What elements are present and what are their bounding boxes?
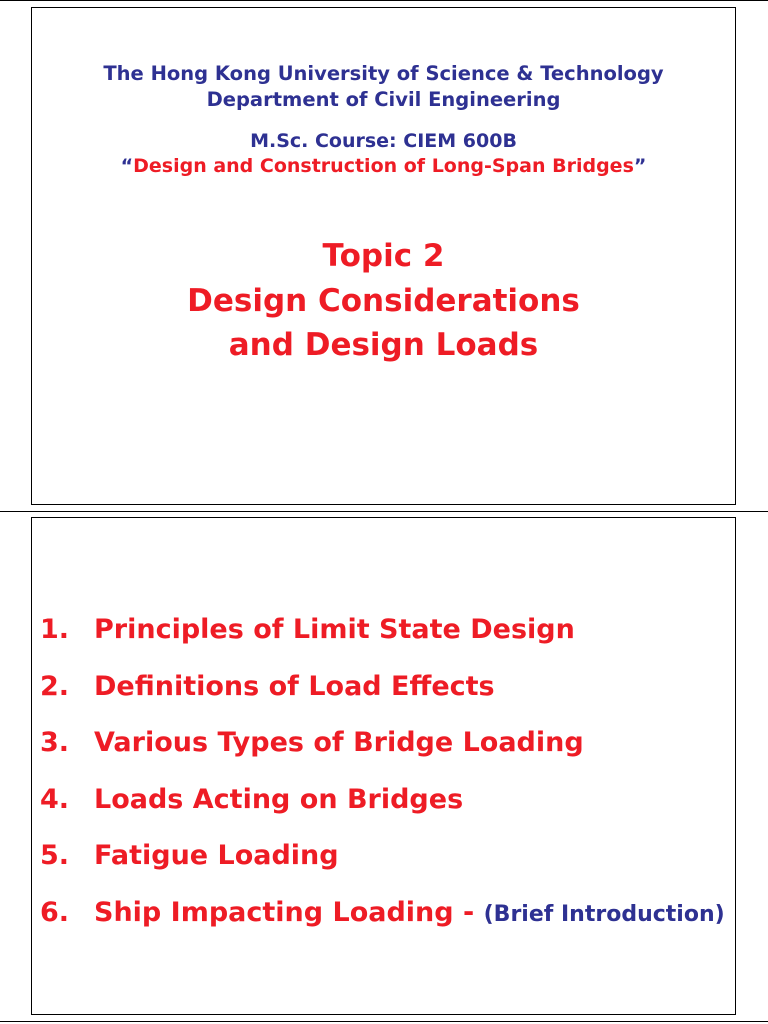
open-quote: “ <box>120 155 134 177</box>
bottom-rule <box>0 1021 768 1022</box>
outline-item-number: 6. <box>40 896 70 928</box>
outline-item-number: 2. <box>40 670 70 702</box>
close-quote: ” <box>633 155 647 177</box>
outline-item-number: 3. <box>40 727 70 758</box>
outline-item-load-effects <box>40 670 730 704</box>
outline-item-bridge-loading-types <box>40 726 730 760</box>
outline-item-number: 1. <box>40 614 70 645</box>
outline-list <box>40 613 730 954</box>
outline-item-number: 5. <box>40 840 70 871</box>
institution-name: The Hong Kong University of Science & Technology <box>103 62 664 85</box>
outline-item-limit-state <box>40 613 730 647</box>
outline-item-text: Various Types of Bridge Loading <box>94 727 584 758</box>
outline-item-note: (Brief Introduction) <box>483 901 725 927</box>
outline-item-text: Fatigue Loading <box>94 840 339 871</box>
top-rule <box>0 0 768 1</box>
slide-separator <box>0 511 768 512</box>
department-name: Department of Civil Engineering <box>206 88 561 111</box>
topic-number: Topic 2 <box>322 238 445 274</box>
topic-title-line-2: and Design Loads <box>228 327 539 363</box>
outline-item-loads-on-bridges <box>40 783 730 817</box>
outline-item-text: Principles of Limit State Design <box>94 614 575 645</box>
outline-item-fatigue <box>40 839 730 873</box>
course-code: M.Sc. Course: CIEM 600B <box>250 130 517 152</box>
title-slide <box>31 7 736 505</box>
outline-item-text: Ship Impacting Loading <box>94 896 454 928</box>
outline-item-number: 4. <box>40 783 70 815</box>
outline-item-text: Loads Acting on Bridges <box>94 783 464 815</box>
outline-slide <box>31 517 736 1015</box>
topic-title-line-1: Design Considerations <box>187 283 580 319</box>
course-title-text: Design and Construction of Long-Span Bridges <box>133 155 634 177</box>
course-title <box>32 153 735 179</box>
outline-item-ship-impact <box>40 896 730 932</box>
outline-item-separator: - <box>453 896 484 928</box>
outline-item-text: Definitions of Load Effects <box>94 670 495 702</box>
